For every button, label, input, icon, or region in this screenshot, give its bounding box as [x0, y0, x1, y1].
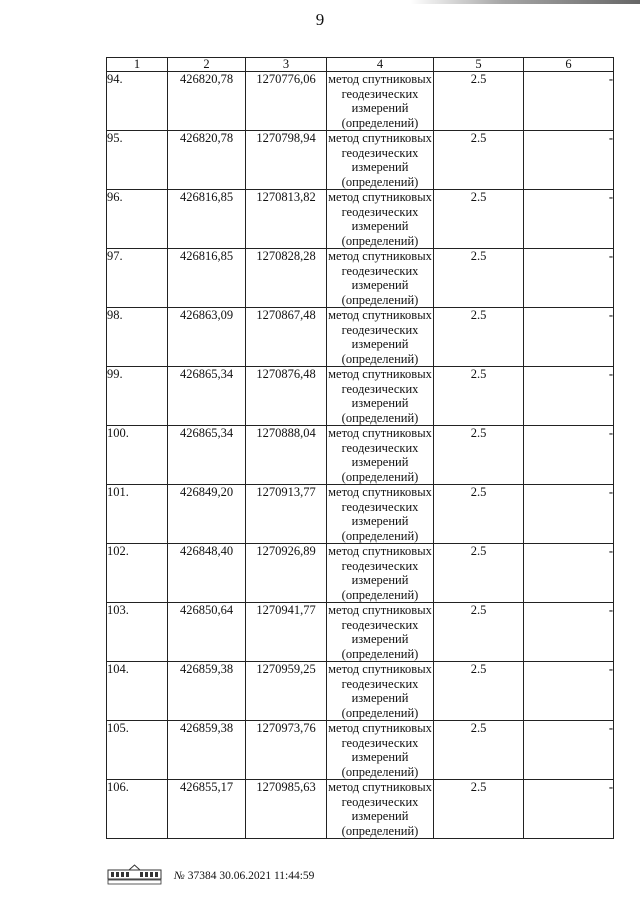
cell-point-number: 99. — [107, 367, 168, 426]
cell-accuracy: 2.5 — [434, 249, 524, 308]
cell-accuracy: 2.5 — [434, 72, 524, 131]
cell-method: метод спутниковых геодезических измерений (определений) — [328, 308, 432, 366]
table-header-row — [107, 58, 614, 72]
table-row — [107, 603, 614, 662]
cell-y-coordinate: 1270813,82 — [246, 190, 327, 249]
scan-edge-mark — [410, 0, 640, 4]
cell-accuracy: 2.5 — [434, 721, 524, 780]
cell-col6: - — [524, 426, 614, 485]
cell-method: метод спутниковых геодезических измерений (определений) — [328, 603, 432, 661]
cell-col6: - — [524, 603, 614, 662]
cell-col6: - — [524, 662, 614, 721]
cell-method: метод спутниковых геодезических измерений (определений) — [328, 721, 432, 779]
coordinates-table — [106, 57, 614, 839]
cell-accuracy: 2.5 — [434, 426, 524, 485]
table-row — [107, 308, 614, 367]
table-row — [107, 426, 614, 485]
cell-x-coordinate: 426816,85 — [168, 190, 246, 249]
cell-y-coordinate: 1270888,04 — [246, 426, 327, 485]
number-sign: № — [174, 870, 185, 882]
cell-method: метод спутниковых геодезических измерений (определений) — [328, 485, 432, 543]
cell-point-number: 103. — [107, 603, 168, 662]
cell-x-coordinate: 426855,17 — [168, 780, 246, 839]
cell-accuracy: 2.5 — [434, 131, 524, 190]
header-col-4: 4 — [327, 58, 434, 72]
cell-method: метод спутниковых геодезических измерений (определений) — [328, 190, 432, 248]
table-row — [107, 485, 614, 544]
cell-method: метод спутниковых геодезических измерений (определений) — [328, 249, 432, 307]
table-row — [107, 780, 614, 839]
header-col-1: 1 — [107, 58, 168, 72]
header-col-2: 2 — [168, 58, 246, 72]
cell-x-coordinate: 426848,40 — [168, 544, 246, 603]
cell-col6: - — [524, 131, 614, 190]
cell-x-coordinate: 426816,85 — [168, 249, 246, 308]
cell-accuracy: 2.5 — [434, 308, 524, 367]
cell-method: метод спутниковых геодезических измерений (определений) — [328, 367, 432, 425]
cell-x-coordinate: 426865,34 — [168, 367, 246, 426]
cell-method: метод спутниковых геодезических измерений (определений) — [328, 662, 432, 720]
cell-col6: - — [524, 721, 614, 780]
cell-accuracy: 2.5 — [434, 780, 524, 839]
table-row — [107, 721, 614, 780]
cell-x-coordinate: 426820,78 — [168, 131, 246, 190]
cell-col6: - — [524, 249, 614, 308]
cell-x-coordinate: 426820,78 — [168, 72, 246, 131]
cell-point-number: 94. — [107, 72, 168, 131]
footer-registration — [174, 870, 314, 882]
cell-point-number: 98. — [107, 308, 168, 367]
cell-method: метод спутниковых геодезических измерений (определений) — [328, 780, 432, 838]
table-row — [107, 190, 614, 249]
page-number: 9 — [315, 10, 325, 29]
header-col-3: 3 — [246, 58, 327, 72]
cell-point-number: 96. — [107, 190, 168, 249]
table-row — [107, 544, 614, 603]
table-row — [107, 367, 614, 426]
cell-col6: - — [524, 308, 614, 367]
cell-method: метод спутниковых геодезических измерений (определений) — [328, 426, 432, 484]
cell-y-coordinate: 1270985,63 — [246, 780, 327, 839]
cell-accuracy: 2.5 — [434, 485, 524, 544]
cell-x-coordinate: 426850,64 — [168, 603, 246, 662]
cell-col6: - — [524, 780, 614, 839]
table-row — [107, 131, 614, 190]
cell-y-coordinate: 1270776,06 — [246, 72, 327, 131]
cell-method: метод спутниковых геодезических измерений (определений) — [328, 544, 432, 602]
cell-point-number: 104. — [107, 662, 168, 721]
table-row — [107, 249, 614, 308]
header-col-6: 6 — [524, 58, 614, 72]
cell-col6: - — [524, 190, 614, 249]
cell-point-number: 101. — [107, 485, 168, 544]
cell-col6: - — [524, 544, 614, 603]
cell-accuracy: 2.5 — [434, 544, 524, 603]
doc-datetime: 30.06.2021 11:44:59 — [219, 870, 315, 882]
cell-col6: - — [524, 367, 614, 426]
cell-col6: - — [524, 72, 614, 131]
cell-x-coordinate: 426863,09 — [168, 308, 246, 367]
cell-col6: - — [524, 485, 614, 544]
cell-method: метод спутниковых геодезических измерений (определений) — [328, 131, 432, 189]
cell-y-coordinate: 1270973,76 — [246, 721, 327, 780]
cell-x-coordinate: 426849,20 — [168, 485, 246, 544]
cell-y-coordinate: 1270959,25 — [246, 662, 327, 721]
table-row — [107, 662, 614, 721]
cell-accuracy: 2.5 — [434, 190, 524, 249]
cell-y-coordinate: 1270926,89 — [246, 544, 327, 603]
cell-y-coordinate: 1270798,94 — [246, 131, 327, 190]
government-stamp-logo — [107, 864, 162, 885]
cell-accuracy: 2.5 — [434, 367, 524, 426]
cell-y-coordinate: 1270876,48 — [246, 367, 327, 426]
cell-x-coordinate: 426859,38 — [168, 721, 246, 780]
cell-y-coordinate: 1270867,48 — [246, 308, 327, 367]
cell-y-coordinate: 1270941,77 — [246, 603, 327, 662]
doc-number: 37384 — [187, 870, 217, 882]
cell-accuracy: 2.5 — [434, 603, 524, 662]
cell-point-number: 102. — [107, 544, 168, 603]
cell-x-coordinate: 426859,38 — [168, 662, 246, 721]
cell-accuracy: 2.5 — [434, 662, 524, 721]
cell-point-number: 95. — [107, 131, 168, 190]
table-row — [107, 72, 614, 131]
cell-point-number: 106. — [107, 780, 168, 839]
cell-y-coordinate: 1270828,28 — [246, 249, 327, 308]
cell-x-coordinate: 426865,34 — [168, 426, 246, 485]
cell-y-coordinate: 1270913,77 — [246, 485, 327, 544]
cell-point-number: 105. — [107, 721, 168, 780]
header-col-5: 5 — [434, 58, 524, 72]
cell-point-number: 100. — [107, 426, 168, 485]
cell-point-number: 97. — [107, 249, 168, 308]
cell-method: метод спутниковых геодезических измерений (определений) — [328, 72, 432, 130]
